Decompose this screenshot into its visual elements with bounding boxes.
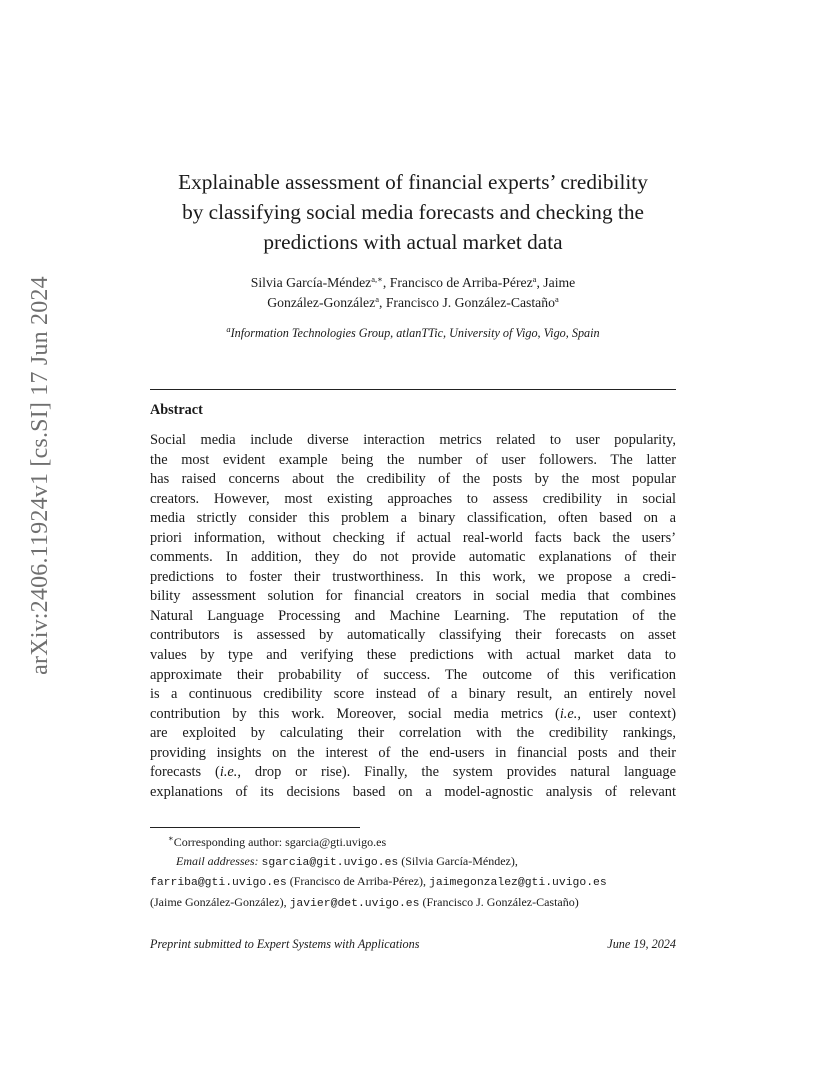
- author-affil-mark: a,∗: [371, 274, 383, 284]
- abstract-heading: Abstract: [150, 402, 203, 418]
- email-label: Email addresses:: [176, 853, 259, 868]
- author-line: [150, 293, 676, 313]
- author-affil-mark: a: [375, 294, 379, 304]
- abstract-fragment: i.e.: [559, 705, 578, 722]
- author-name: Silvia García-Méndez: [250, 275, 372, 290]
- preprint-date: June 19, 2024: [607, 937, 676, 951]
- author-list: [150, 273, 676, 313]
- email-owner: (Francisco J. González-Castaño): [419, 894, 579, 909]
- affiliation-text: Information Technologies Group, atlanTTic, University of Vigo, Vigo, Spain: [230, 326, 600, 340]
- abstract-line: creators. However, most existing approaches to assess credibility in social: [150, 490, 676, 507]
- affiliation: [150, 326, 676, 341]
- arxiv-sidebar: [22, 275, 58, 675]
- email-link[interactable]: farriba@gti.uvigo.es: [150, 877, 287, 889]
- abstract-line: bility assessment solution for financial creators in social media that combines: [150, 588, 676, 605]
- abstract-line: approximate their probability of success. The outcome of this verification: [150, 666, 676, 683]
- abstract-line: Social media include diverse interaction metrics related to user popularity,: [150, 432, 676, 448]
- header-rule: [150, 389, 676, 390]
- abstract-line: media strictly consider this problem a binary classification, often based on a: [150, 510, 676, 527]
- abstract-line: providing insights on the interest of the end-users in financial posts and their: [150, 744, 676, 761]
- author-name: , Jaime: [536, 275, 576, 290]
- corresponding-author-text: Corresponding author: sgarcia@gti.uvigo.es: [173, 835, 387, 849]
- abstract-line: the most evident example being the number of user followers. The latter: [150, 451, 676, 468]
- abstract-fragment: contribution by this work. Moreover, social media metrics (: [150, 705, 560, 722]
- title-line: Explainable assessment of financial experts’ credibility: [178, 170, 648, 194]
- abstract-line: contributors is assessed by automatically classifying their forecasts on asset: [150, 627, 676, 644]
- email-line: [150, 852, 676, 873]
- author-name: , Francisco de Arriba-Pérez: [382, 275, 533, 290]
- abstract-line: values by type and verifying these predictions with actual market data to: [150, 647, 676, 664]
- footnote-mark: ∗: [168, 833, 174, 843]
- author-name: González-González: [267, 295, 376, 310]
- paper-title: [150, 167, 676, 257]
- email-owner: (Silvia García-Méndez),: [398, 853, 518, 868]
- abstract-line: priori information, without checking if actual real-world facts back the users’: [150, 529, 676, 546]
- abstract-line: are exploited by calculating their correlation with the credibility rankings,: [150, 725, 676, 742]
- abstract-line: has raised concerns about the credibility of the posts by the most popular: [150, 471, 676, 488]
- abstract-line: Natural Language Processing and Machine Learning. The reputation of the: [150, 607, 676, 624]
- abstract-line: [150, 763, 676, 783]
- email-line: [150, 893, 676, 914]
- abstract-fragment: , drop or rise). Finally, the system provides natural language: [237, 764, 676, 781]
- email-line: [150, 872, 676, 893]
- email-link[interactable]: jaimegonzalez@gti.uvigo.es: [429, 877, 607, 889]
- footnote-rule: [150, 827, 360, 828]
- preprint-footer: [150, 937, 676, 952]
- abstract-line: explanations of its decisions based on a model-agnostic analysis of relevant: [150, 783, 676, 800]
- email-link[interactable]: sgarcia@git.uvigo.es: [261, 856, 399, 869]
- abstract-line: predictions to foster their trustworthiness. In this work, we propose a credi-: [150, 568, 676, 585]
- affiliation-mark: a: [226, 324, 231, 334]
- abstract-line: [150, 705, 676, 725]
- author-affil-mark: a: [554, 294, 559, 304]
- email-owner: (Francisco de Arriba-Pérez),: [286, 874, 429, 888]
- title-line: by classifying social media forecasts and checking the: [182, 200, 644, 224]
- title-line: predictions with actual market data: [263, 230, 563, 254]
- email-link[interactable]: javier@det.uvigo.es: [289, 897, 420, 910]
- abstract-fragment: , user context): [577, 705, 676, 722]
- preprint-venue: Preprint submitted to Expert Systems with Applications: [150, 937, 420, 951]
- footnotes: [150, 833, 676, 913]
- abstract-fragment: forecasts (: [150, 764, 220, 781]
- abstract-text: [150, 431, 676, 802]
- author-name: , Francisco J. González-Castaño: [378, 295, 555, 310]
- abstract-line: is a continuous credibility score instead of a binary result, an entirely novel: [150, 686, 676, 703]
- author-affil-mark: a: [532, 274, 537, 284]
- author-line: [150, 273, 676, 293]
- abstract-line: comments. In addition, they do not provide automatic explanations of their: [150, 549, 676, 566]
- abstract-fragment: i.e.: [219, 764, 238, 781]
- email-owner: (Jaime González-González),: [150, 894, 290, 909]
- corresponding-author-note: [150, 833, 676, 852]
- arxiv-identifier: arXiv:2406.11924v1 [cs.SI] 17 Jun 2024: [26, 275, 53, 675]
